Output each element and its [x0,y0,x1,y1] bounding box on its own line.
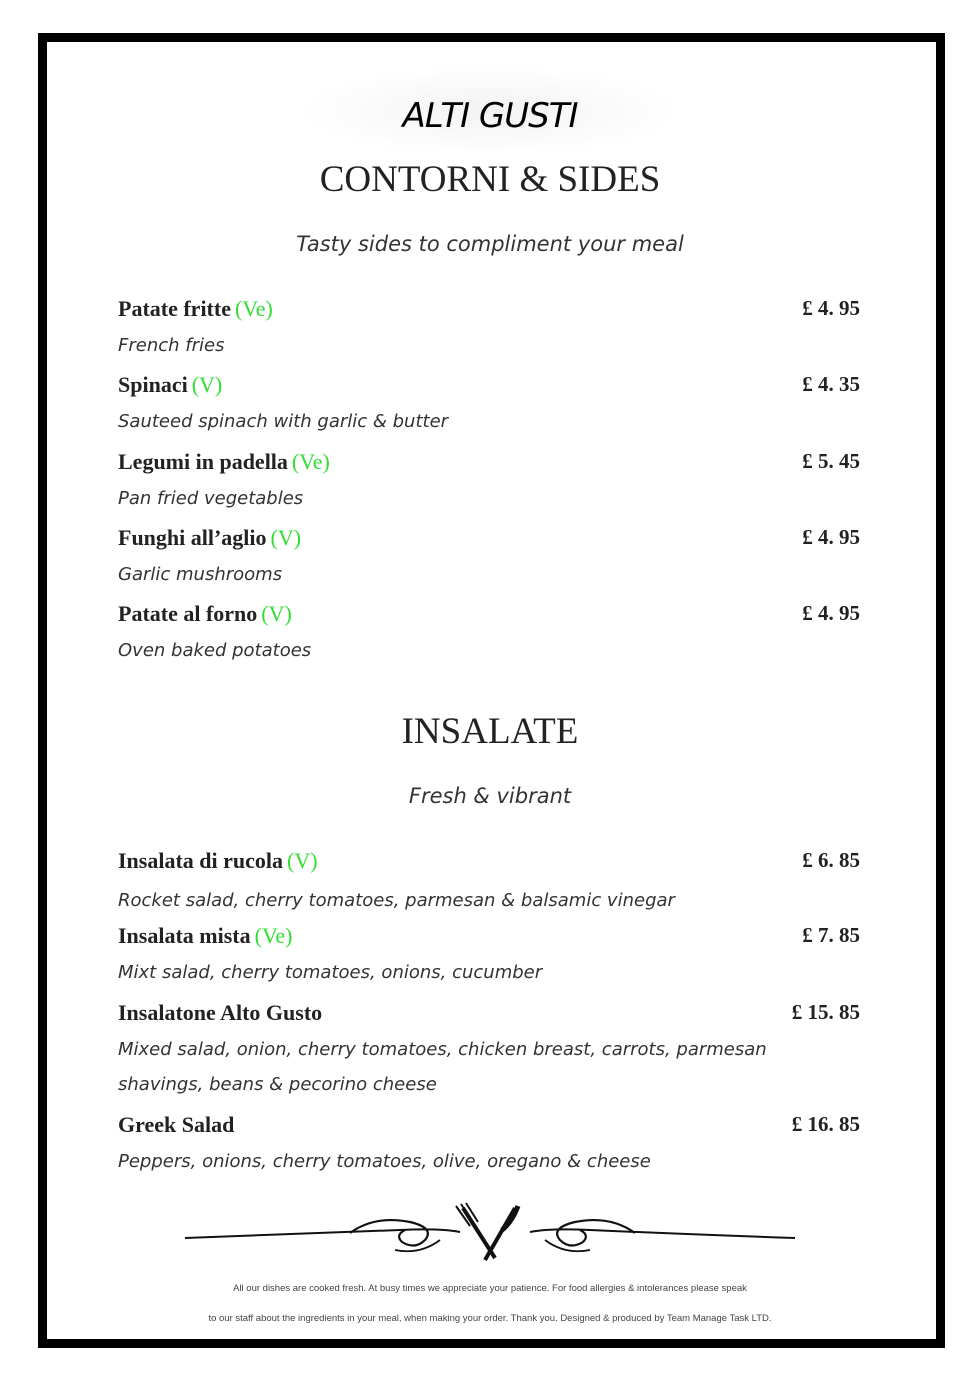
item-name: Insalata mista [118,923,251,948]
menu-item [118,372,860,439]
sides-title: CONTORNI & SIDES [319,159,661,200]
brand-logo: ALTI GUSTI [402,96,578,136]
menu-item [118,1000,860,1102]
footer-note-line2: to our staff about the ingredients in your meal, when making your order. Thank you. Designed & produced by Team Manage Task LTD. [208,1313,772,1324]
diet-tag: (Ve) [234,296,273,321]
footer-note-line1: All our dishes are cooked fresh. At busy times we appreciate your patience. For food allergies & intolerances please speak [233,1283,747,1294]
item-name: Funghi all’aglio [118,525,267,550]
menu-item [118,601,860,668]
menu-item [118,923,860,990]
diet-tag: (V) [261,601,292,626]
item-description: Garlic mushrooms [118,564,283,585]
item-description-continued: shavings, beans & pecorino cheese [118,1074,437,1095]
item-description: Rocket salad, cherry tomatoes, parmesan & balsamic vinegar [118,890,675,911]
diet-tag: (Ve) [254,923,293,948]
item-name: Insalata di rucola [118,848,284,873]
diet-tag: (Ve) [291,449,330,474]
diet-tag: (V) [191,372,223,397]
item-description: French fries [118,335,225,356]
item-name: Legumi in padella [118,449,288,474]
item-description: Peppers, onions, cherry tomatoes, olive, oregano & cheese [118,1151,651,1172]
item-name: Greek Salad [118,1112,235,1137]
item-description: Pan fried vegetables [118,488,304,509]
item-price: £ 6. 85 [802,848,860,872]
diet-tag: (V) [270,525,302,550]
item-price: £ 16. 85 [791,1112,860,1136]
salads-tagline: Fresh & vibrant [408,784,572,808]
cutlery-flourish-icon [180,1200,800,1270]
menu-item [118,1112,860,1179]
item-price: £ 15. 85 [791,1000,860,1024]
item-price: £ 4. 35 [802,372,860,396]
item-description: Sauteed spinach with garlic & butter [118,411,449,432]
item-name: Patate al forno [118,601,258,626]
menu-item [118,449,860,516]
sides-tagline: Tasty sides to compliment your meal [296,232,684,256]
menu-item [118,525,860,592]
menu-item [118,296,860,363]
item-name: Insalatone Alto Gusto [118,1000,323,1025]
item-price: £ 5. 45 [802,449,860,473]
item-price: £ 7. 85 [802,923,860,947]
item-description: Oven baked potatoes [118,640,312,661]
item-name: Patate fritte [118,296,231,321]
menu-item [118,848,860,918]
item-description: Mixed salad, onion, cherry tomatoes, chicken breast, carrots, parmesan [118,1039,767,1060]
item-price: £ 4. 95 [802,525,860,549]
diet-tag: (V) [287,848,318,873]
item-description: Mixt salad, cherry tomatoes, onions, cucumber [118,962,543,983]
item-price: £ 4. 95 [802,296,860,320]
item-name: Spinaci [118,372,188,397]
salads-title: INSALATE [401,711,579,752]
item-price: £ 4. 95 [802,601,860,625]
